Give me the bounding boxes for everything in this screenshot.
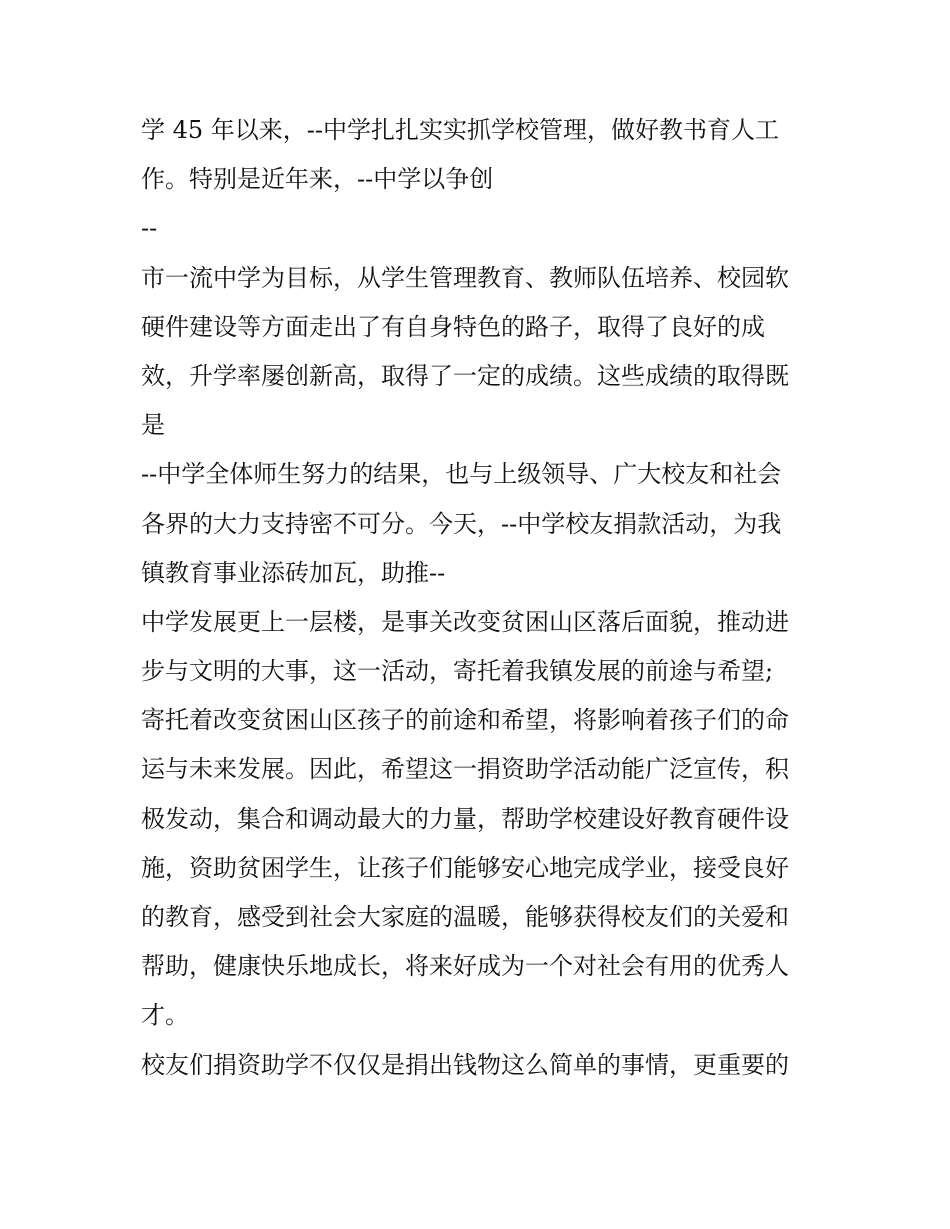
text-line: 作。特别是近年来，--中学以争创 [141, 165, 494, 194]
text-line: 才。 [141, 1001, 189, 1030]
text-line: 各界的大力支持密不可分。今天，--中学校友捐款活动，为我 [141, 509, 782, 538]
document-body-text [141, 106, 831, 1090]
text-line: 步与文明的大事，这一活动，寄托着我镇发展的前途与希望; [141, 657, 774, 686]
text-line: 帮助，健康快乐地成长，将来好成为一个对社会有用的优秀人 [141, 952, 789, 981]
text-line: 施，资助贫困学生，让孩子们能够安心地完成学业，接受良好 [141, 853, 789, 882]
text-line: 市一流中学为目标，从学生管理教育、教师队伍培养、校园软 [141, 263, 789, 292]
text-line: --中学全体师生努力的结果，也与上级领导、广大校友和社会 [141, 460, 782, 489]
text-line: 是 [141, 411, 165, 440]
text-line: 镇教育事业添砖加瓦，助推-- [141, 558, 446, 587]
text-line: 极发动，集合和调动最大的力量，帮助学校建设好教育硬件设 [141, 804, 789, 833]
text-line: 校友们捐资助学不仅仅是捐出钱物这么简单的事情，更重要的 [141, 1050, 789, 1079]
text-line: 硬件建设等方面走出了有自身特色的路子，取得了良好的成 [141, 312, 765, 341]
text-line: 寄托着改变贫困山区孩子的前途和希望，将影响着孩子们的命 [141, 706, 789, 735]
text-line: 学 45 年以来，--中学扎扎实实抓学校管理，做好教书育人工 [141, 116, 780, 144]
text-line: -- [141, 214, 158, 243]
text-line: 中学发展更上一层楼，是事关改变贫困山区落后面貌，推动进 [141, 607, 789, 636]
text-line: 运与未来发展。因此，希望这一捐资助学活动能广泛宣传，积 [141, 755, 789, 784]
text-line: 效，升学率屡创新高，取得了一定的成绩。这些成绩的取得既 [141, 361, 789, 390]
text-line: 的教育，感受到社会大家庭的温暖，能够获得校友们的关爱和 [141, 903, 789, 931]
